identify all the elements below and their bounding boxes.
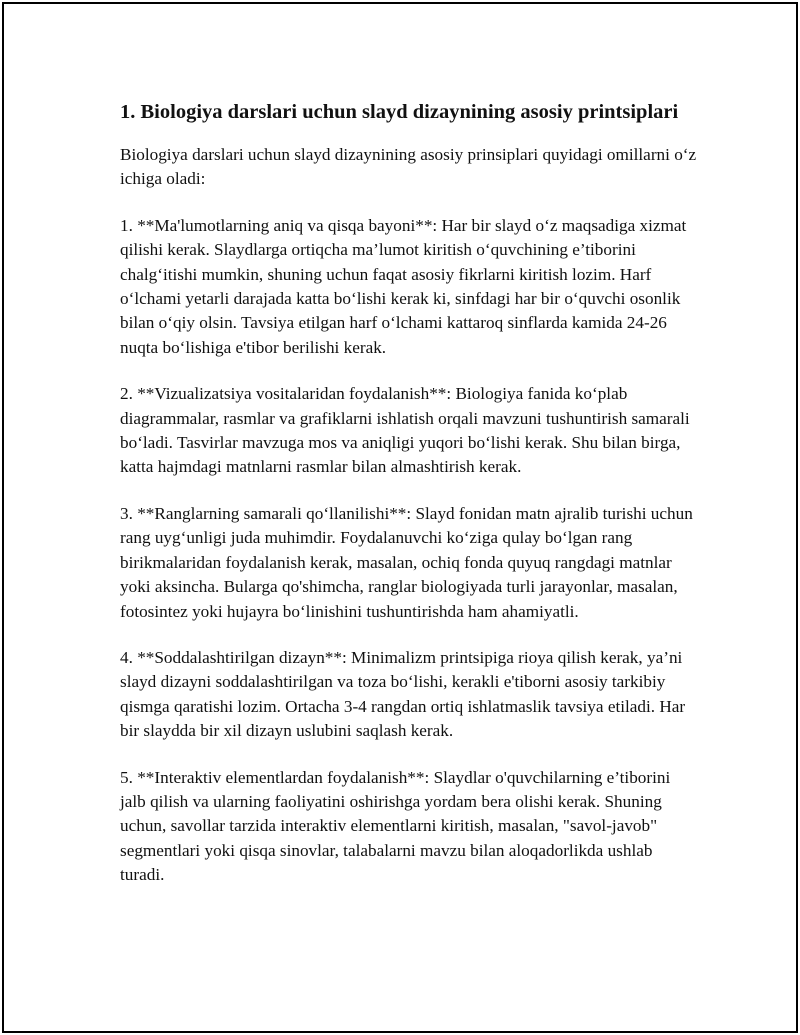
- document-body: [120, 98, 700, 910]
- principle-4-paragraph: 4. **Soddalashtirilgan dizayn**: Minimalizm printsipiga rioya qilish kerak, ya’ni slayd dizayni soddalashtirilgan va toza bo‘lishi, kerakli e'tiborni asosiy tarkibiy qismga qaratishi lozim. Ortacha 3-4 rangdan ortiq ishlatmaslik tavsiya etiladi. Har bir slaydda bir xil dizayn uslubini saqlash kerak.: [120, 647, 686, 741]
- intro-paragraph: Biologiya darslari uchun slayd dizaynining asosiy prinsiplari quyidagi omillarni o‘z ichiga oladi:: [120, 145, 697, 189]
- principle-5-paragraph: 5. **Interaktiv elementlardan foydalanish**: Slaydlar o'quvchilarning e’tiborini jalb qilish va ularning faoliyatini oshirishga yordam bera olishi kerak. Shuning uchun, savollar tarzida interaktiv elementlarni kiritish, masalan, "savol-javob" segmentlari yoki qisqa sinovlar, talabalarni mavzu bilan aloqadorlikda ushlab turadi.: [120, 767, 671, 885]
- document-title: 1. Biologiya darslari uchun slayd dizaynining asosiy printsiplari: [120, 101, 679, 123]
- principle-3-paragraph: 3. **Ranglarning samarali qo‘llanilishi**: Slayd fonidan matn ajralib turishi uchun rang uyg‘unligi juda muhimdir. Foydalanuvchi ko‘ziga qulay bo‘lgan rang birikmalaridan foydalanish kerak, masalan, ochiq fonda quyuq rangdagi matnlar yoki aksincha. Bularga qo'shimcha, ranglar biologiyada turli jarayonlar, masalan, fotosintez yoki hujayra bo‘linishini tushuntirishda ham ahamiyatli.: [120, 503, 693, 621]
- principle-1-paragraph: 1. **Ma'lumotlarning aniq va qisqa bayoni**: Har bir slayd o‘z maqsadiga xizmat qilishi kerak. Slaydlarga ortiqcha ma’lumot kiritish o‘quvchining e’tiborini chalg‘itishi mumkin, shuning uchun faqat asosiy fikrlarni kiritish lozim. Harf o‘lchami yetarli darajada katta bo‘lishi kerak ki, sinfdagi har bir o‘quvchi osonlik bilan o‘qiy olsin. Tavsiya etilgan harf o‘lchami kattaroq sinflarda kamida 24-26 nuqta bo‘lishiga e'tibor berilishi kerak.: [120, 215, 687, 357]
- page-frame: [2, 2, 798, 1033]
- principle-2-paragraph: 2. **Vizualizatsiya vositalaridan foydalanish**: Biologiya fanida ko‘plab diagrammalar, rasmlar va grafiklarni ishlatish orqali mavzuni tushuntirish samarali bo‘ladi. Tasvirlar mavzuga mos va aniqligi yuqori bo‘lishi kerak. Shu bilan birga, katta hajmdagi matnlarni rasmlar bilan almashtirish kerak.: [120, 384, 690, 477]
